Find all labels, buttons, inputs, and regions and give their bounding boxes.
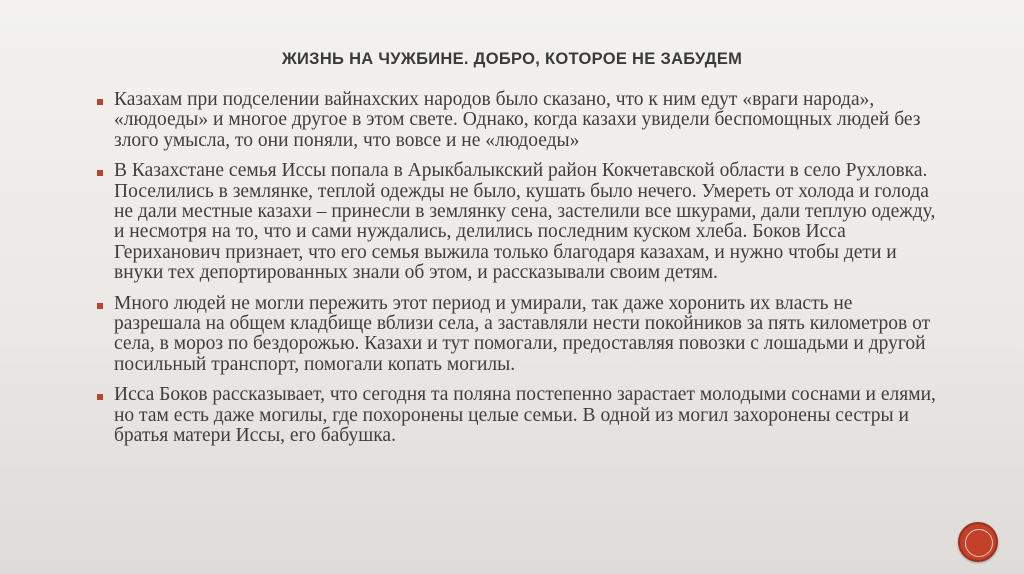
slide-title: ЖИЗНЬ НА ЧУЖБИНЕ. ДОБРО, КОТОРОЕ НЕ ЗАБУДЕМ (281, 50, 743, 68)
decorative-circle-icon (958, 522, 998, 562)
bullet-text: Много людей не могли пережить этот период и умирали, так даже хоронить их власть не разрешала на общем кладбище вблизи села, а заставляли нести покойников за пять километров от села, в мороз по бездорожью. Казахи и тут помогали, предоставляя повозки с лошадьми и другой посильный транспорт, помогали копать могилы. (114, 292, 931, 375)
bullet-marker-icon (97, 303, 103, 309)
decorative-ring-icon (965, 529, 993, 557)
bullet-item (94, 385, 944, 446)
bullet-marker-icon (97, 99, 103, 105)
bullet-list (94, 90, 944, 457)
bullet-marker-icon (97, 170, 103, 176)
bullet-text: В Казахстане семья Иссы попала в Арыкбалыкский район Кокчетавской области в село Рухловка. Поселились в землянке, теплой одежды не было, кушать было нечего. Умереть от холода и голода не дали местные казахи – принесли в землянку сена, застелили все шкурами, дали теплую одежду, и несмотря на то, что и сами нуждались, делились последним куском хлеба. Боков Исса Гериханович признает, что его семья выжила только благодаря казахам, и нужно чтобы дети и внуки тех депортированных знали об этом, и рассказывали своим детям. (114, 160, 936, 284)
bullet-text: Казахам при подселении вайнахских народов было сказано, что к ним едут «враги народа», «людоеды» и многое другое в этом свете. Однако, когда казахи увидели беспомощных людей без злого умысла, то они поняли, что вовсе и не «людоеды» (114, 89, 921, 151)
bullet-text: Исса Боков рассказывает, что сегодня та поляна постепенно зарастает молодыми соснами и елями, но там есть даже могилы, где похоронены целые семьи. В одной из могил захоронены сестры и братья матери Иссы, его бабушка. (114, 384, 936, 447)
bullet-item (94, 294, 944, 376)
bullet-item (94, 90, 944, 151)
bullet-marker-icon (97, 394, 103, 400)
bullet-item (94, 161, 944, 283)
